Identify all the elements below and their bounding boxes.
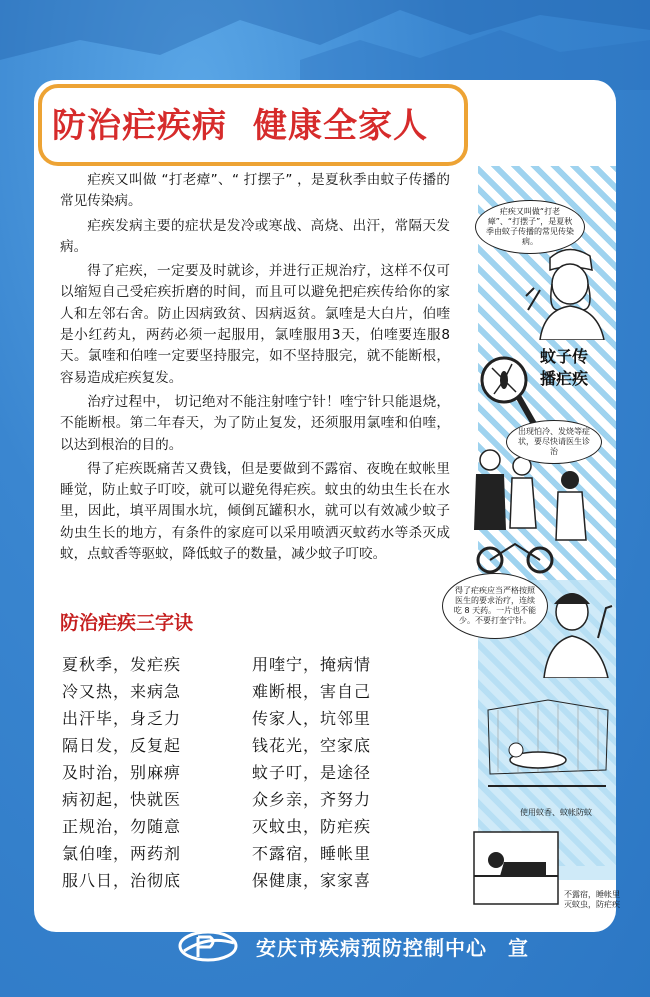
- mosquito-magnifier-icon: [478, 340, 538, 430]
- verse-line: 及时治，别麻痹: [62, 763, 182, 782]
- paragraph: 疟疾又叫做 “打老瘴”、“ 打摆子” ，是夏秋季由蚊子传播的常见传染病。: [60, 172, 450, 210]
- verse-line: 不露宿，睡帐里: [252, 844, 372, 863]
- title-part-1: 防治疟疾病: [52, 106, 227, 146]
- speech-bubble: 疟疾又叫做“打老瘴”、“打摆子”，是夏秋季由蚊子传播的常见传染病。: [475, 200, 585, 254]
- verse-line: 隔日发，反复起: [62, 736, 182, 755]
- verse-line: 用喹宁，掩病情: [252, 655, 372, 674]
- verse-line: 服八日，治彻底: [62, 871, 182, 890]
- verse-line: 夏秋季，发疟疾: [62, 655, 182, 674]
- verse-line: 病初起，快就医: [62, 790, 182, 809]
- title-part-2: 健康全家人: [253, 106, 428, 146]
- brand-line-2: NUEJI: [506, 124, 602, 155]
- verse-line: 难断根，害自己: [252, 682, 372, 701]
- page-title: [52, 98, 428, 147]
- verse-line: 传家人，坑邻里: [252, 709, 372, 728]
- organization-footer: 安庆市疾病预防控制中心 宣: [256, 936, 529, 960]
- background-building-silhouette: [0, 0, 650, 90]
- paragraph: 疟疾发病主要的症状是发冷或寒战、高烧、出汗，常隔天发病。: [60, 217, 450, 255]
- verse-line: 钱花光，空家底: [252, 736, 372, 755]
- verse-line: 灭蚊虫，防疟疾: [252, 817, 372, 836]
- verse-line: 众乡亲，齐努力: [252, 790, 372, 809]
- illustration-caption: 不露宿，睡帐里灭蚊虫，防疟疾: [564, 890, 620, 909]
- speech-bubble: 出现怕冷、发烧等症状，要尽快请医生诊治: [506, 420, 602, 464]
- verse-line: 正规治，勿随意: [62, 817, 182, 836]
- mosquito-label: 蚊子传播疟疾: [540, 347, 589, 388]
- verse-line: 出汗毕，身乏力: [62, 709, 182, 728]
- paragraph: 得了疟疾，一定要及时就诊，并进行正规治疗，这样不仅可以缩短自己受疟疾折磨的时间，而且可以避免把疟疾传给你的家人和左邻右舍。防止因病致贫、因病返贫。氯喹是大白片，伯喹是小红药丸，两药必须一起服用，氯喹服用3天，伯喹要连服8天。氯喹和伯喹一定要坚持服完，如不坚持服完，就不能断根，容易造成疟疾复发。: [60, 263, 450, 386]
- mosquito-net-illustration: [478, 690, 616, 800]
- cdc-logo-icon: [176, 927, 240, 965]
- verse-section-title: 防治疟疾三字诀: [60, 612, 194, 634]
- brand-line-1: FANGZHI: [478, 93, 621, 124]
- paragraph: 治疗过程中， 切记绝对不能注射喹宁针！喹宁针只能退烧，不能断根。第二年春天，为了防止复发，还须服用氯喹和伯喹，以达到根治的目的。: [60, 393, 450, 453]
- nurse-illustration: [520, 240, 616, 340]
- verse-line: 氯伯喹，两药剂: [62, 844, 182, 863]
- plus-icon: [478, 128, 502, 152]
- verse-line: 冷又热，来病急: [62, 682, 182, 701]
- verse-line: 保健康，家家喜: [252, 871, 372, 890]
- speech-bubble: 得了疟疾应当严格按照医生的要求治疗，连续吃 8 天药。一片也不能少。不要打奎宁针。: [442, 573, 548, 639]
- doctor-illustration: [540, 578, 616, 678]
- verse-list: [62, 654, 462, 891]
- paragraph: 得了疟疾既痛苦又费钱，但是要做到不露宿、夜晚在蚊帐里睡觉，防止蚊子叮咬，就可以避免得疟疾。蚊虫的幼虫生长在水里，因此，填平周围水坑，倾倒瓦罐积水，就可以有效减少蚊子幼虫生长的地方，有条件的家庭可以采用喷洒灭蚊药水等杀灭成蚊，点蚊香等驱蚊，降低蚊子的数量，减少蚊子叮咬。: [60, 460, 450, 563]
- illustration-caption: 使用蚊香、蚊帐防蚊: [520, 808, 592, 817]
- sleeping-under-net-illustration: [470, 826, 562, 910]
- intro-text: [60, 170, 450, 568]
- verse-line: 蚊子叮，是途径: [252, 763, 372, 782]
